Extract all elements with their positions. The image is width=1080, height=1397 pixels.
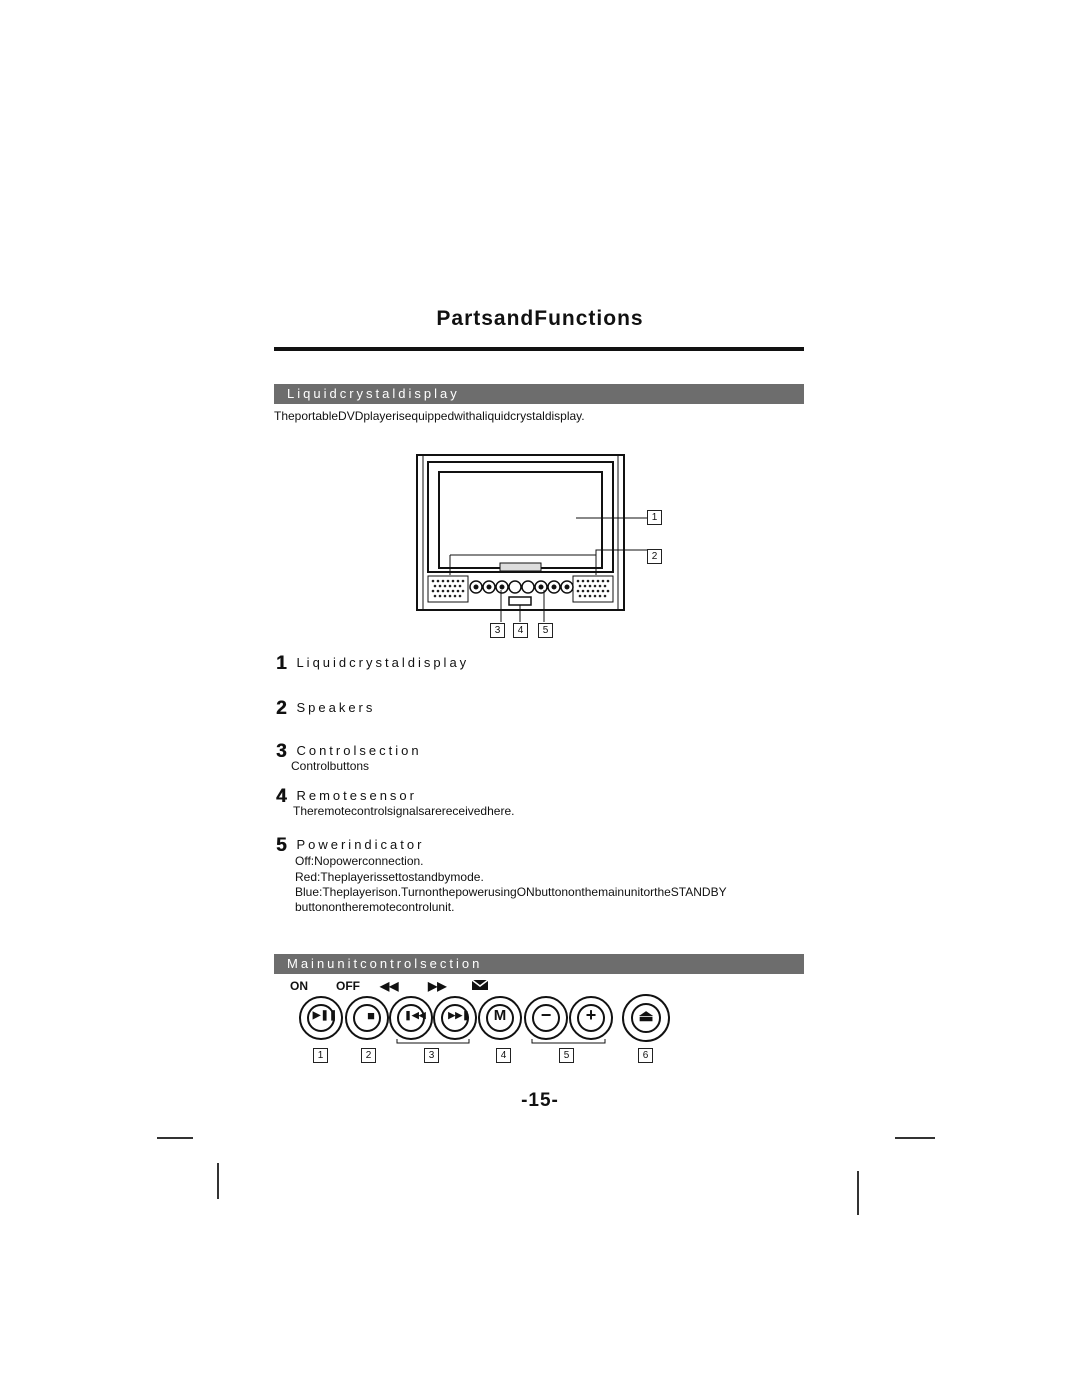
forward-label: ▶▶ [428,979,447,993]
crop-mark [217,1163,219,1199]
previous-icon: ❚◀◀ [404,1010,426,1020]
plus-icon: + [585,1005,597,1025]
part-label: Powerindicator [296,837,425,852]
callout-3: 3 [490,623,505,638]
control-num-3: 3 [424,1048,439,1063]
part-label: Liquidcrystaldisplay [296,655,470,670]
part-number: 2 [276,698,287,719]
page-title: PartsandFunctions [436,307,644,330]
part-1 [276,653,469,675]
left-speaker-grill [428,576,468,602]
mail-icon [471,979,489,991]
menu-icon: M [493,1007,507,1024]
on-label: ON [290,979,308,993]
part-5-detail: Red:Theplayerissettostandbymode. [295,870,484,884]
crop-mark [857,1171,859,1215]
control-num-2: 2 [361,1048,376,1063]
part-number: 3 [276,741,287,762]
part-3-detail: Controlbuttons [291,759,370,773]
lcd-intro-text: TheportableDVDplayerisequippedwithaliquidcrystaldisplay. [274,409,585,423]
callout-5: 5 [538,623,553,638]
part-4-detail: Theremotecontrolsignalsarereceivedhere. [293,804,515,818]
callout-2: 2 [647,549,662,564]
rewind-label: ◀◀ [380,979,399,993]
next-icon: ▶▶❚ [448,1010,470,1020]
callout-1: 1 [647,510,662,525]
right-speaker-grill [573,576,613,602]
section-header-controls: Mainunitcontrolsection [274,954,804,974]
crop-mark [157,1137,193,1139]
part-label: Speakers [296,700,376,715]
part-label: Controlsection [296,743,422,758]
control-num-1: 1 [313,1048,328,1063]
part-5-detail: Off:Nopowerconnection. [295,854,424,868]
part-5-detail: Blue:Theplayerison.TurnonthepowerusingONbuttononthemainunitortheSTANDBY [295,885,727,899]
title-rule [274,347,804,351]
eject-icon: ⏏ [638,1008,654,1025]
page-number: -15- [521,1090,559,1111]
part-2 [276,698,375,720]
minus-icon: − [540,1005,552,1025]
play-pause-icon: ▶❚❚ [312,1010,338,1021]
off-label: OFF [336,979,360,993]
section-header-lcd: Liquidcrystaldisplay [274,384,804,404]
stop-icon: ■ [367,1008,375,1023]
control-num-5: 5 [559,1048,574,1063]
lcd-screen [439,472,602,568]
control-num-4: 4 [496,1048,511,1063]
part-5-detail: buttonontheremotecontrolunit. [295,900,455,914]
remote-sensor-window [509,597,531,605]
part-number: 5 [276,835,287,856]
part-number: 1 [276,653,287,674]
crop-mark [895,1137,935,1139]
part-number: 4 [276,786,287,807]
control-num-6: 6 [638,1048,653,1063]
part-label: Remotesensor [296,788,417,803]
callout-4: 4 [513,623,528,638]
dvd-player-diagram [410,450,670,645]
